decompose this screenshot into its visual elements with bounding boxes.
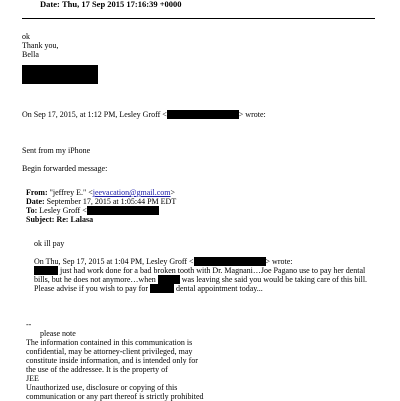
- disclaimer-line-2: confidential, may be attorney-client privileged, may: [26, 347, 193, 356]
- fwd-to: [26, 206, 159, 215]
- fwd-from-name: "jeffrey E." <: [47, 188, 93, 197]
- quote2-body-line-3: [34, 284, 263, 293]
- header-date: [40, 0, 182, 9]
- quote2-body-line-2: [34, 275, 367, 284]
- quote2-line3-text-a: Please advise if you wish to pay for: [34, 284, 150, 293]
- reply-line-2: Thank you,: [22, 41, 59, 50]
- fwd-to-value: Lesley Groff <: [37, 206, 87, 215]
- quote2-prefix: On Thu, Sep 17, 2015 at 1:04 PM, Lesley Groff <: [34, 257, 194, 266]
- redaction-email-3: [194, 257, 266, 266]
- disclaimer-line-4: the use of the addressee. It is the property of: [26, 365, 168, 374]
- sig-dashes: --: [26, 320, 32, 329]
- quote2-line3-text-b: dental appointment today...: [173, 284, 263, 293]
- sent-from-iphone: Sent from my iPhone: [22, 146, 91, 155]
- quote2-line2-text-b: was leaving she said you would be taking care of this bill.: [179, 275, 368, 284]
- fwd-from-email-link[interactable]: jeevacation@gmail.com: [92, 188, 171, 197]
- redaction-email-1: [167, 110, 239, 119]
- quote1-prefix: On Sep 17, 2015, at 1:12 PM, Lesley Groff <: [22, 110, 167, 119]
- header-date-label: Date:: [40, 0, 60, 9]
- disclaimer-line-1: The information contained in this communication is: [26, 338, 193, 347]
- reply-line-3: Bella: [22, 50, 39, 59]
- reply-line-1: ok: [22, 32, 30, 41]
- fwd-subject: [26, 215, 93, 224]
- begin-forwarded: Begin forwarded message:: [22, 164, 108, 173]
- quote2-line: [34, 257, 293, 266]
- quote2-line1-text: just had work done for a bad broken tooth with Dr. Magnani…Joe Pagano use to pay her dental: [58, 266, 366, 275]
- fwd-from-close: >: [170, 188, 176, 197]
- quote2-body-line-1: [34, 266, 365, 275]
- disclaimer-line-3: constitute inside information, and is intended only for: [26, 356, 198, 365]
- fwd-subject-value: Re: Lalasa: [54, 215, 94, 224]
- fwd-from: [26, 188, 175, 197]
- fwd-date: [26, 197, 176, 206]
- redaction-signature: [22, 65, 98, 84]
- quote1-line: [22, 110, 266, 119]
- disclaimer-line-7: communication or any part thereof is strictly prohibited: [26, 392, 204, 401]
- redaction-name-3: [150, 284, 174, 293]
- fwd-to-label: To:: [26, 206, 38, 215]
- disclaimer-line-5: JEE: [26, 374, 39, 383]
- redaction-email-2: [87, 206, 159, 215]
- disclaimer-line-6: Unauthorized use, disclosure or copying of this: [26, 383, 178, 392]
- quote2-suffix: > wrote:: [265, 257, 293, 266]
- fwd-subject-label: Subject:: [26, 215, 55, 224]
- reply2-line: ok ill pay: [34, 239, 65, 248]
- fwd-date-label: Date:: [26, 197, 45, 206]
- header-divider: [22, 18, 375, 19]
- fwd-date-value: September 17, 2015 at 1:05:44 PM EDT: [44, 197, 177, 206]
- header-date-value: Thu, 17 Sep 2015 17:16:39 +0000: [61, 0, 182, 9]
- fwd-from-label: From:: [26, 188, 48, 197]
- redaction-name-1: [34, 266, 58, 275]
- sig-note: please note: [40, 329, 76, 338]
- quote2-line2-text-a: bills, but he does not anymore…when: [34, 275, 158, 284]
- quote1-suffix: > wrote:: [238, 110, 266, 119]
- redaction-name-2: [158, 275, 180, 284]
